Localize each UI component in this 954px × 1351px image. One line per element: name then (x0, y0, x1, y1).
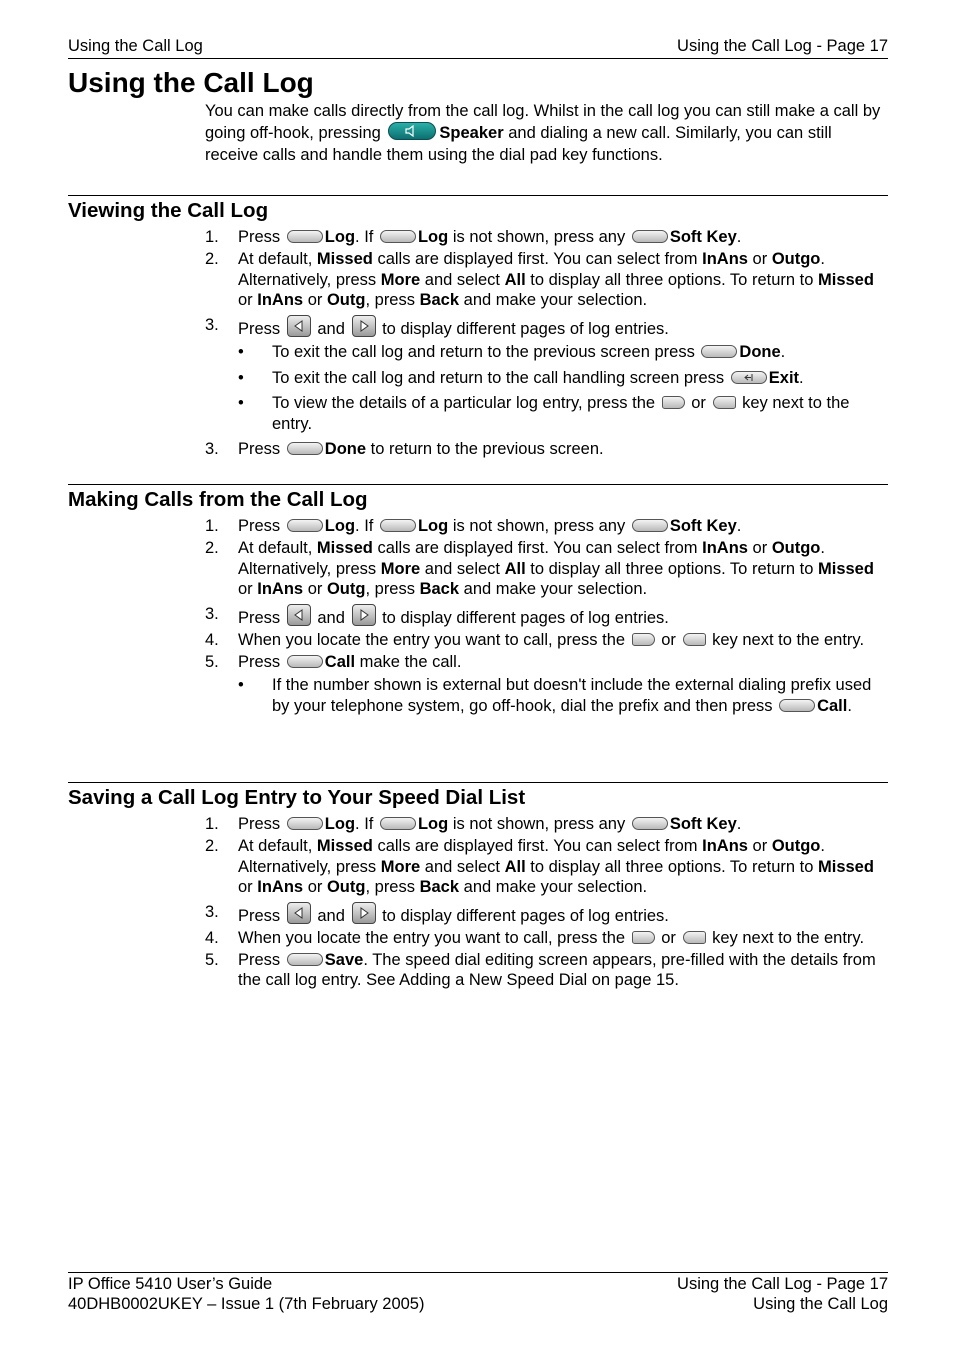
list-item: 3. Press Done to return to the previous screen. (205, 440, 604, 458)
soft-key-icon (701, 345, 737, 358)
footer-right-1: Using the Call Log - Page 17 (677, 1275, 888, 1293)
list-item: 2. At default, Missed calls are displayed first. You can select from InAns or Outgo. Alternatively, press More and select All to display all three options. To return to Missed or InAns or Outg, press Back and make your selection. (205, 250, 874, 309)
footer-left-1: IP Office 5410 User’s Guide (68, 1275, 273, 1293)
list-item: 4. When you locate the entry you want to call, press the or key next to the entry. (205, 630, 865, 649)
bullet-list (238, 675, 888, 716)
page-header (68, 36, 888, 59)
section-making (68, 484, 888, 721)
soft-key-icon (287, 655, 323, 668)
list-item: • To exit the call log and return to the call handling screen press Exit. (238, 368, 804, 387)
list-item: 1. Press Log. If Log is not shown, press any Soft Key. (205, 228, 742, 246)
list-item: 3. Press and to display different pages of log entries. • To exit the call log and return to the previous screen press Done. • To exit the call log and return to the call handling screen press Exit. • To view the details of a particular log entry, press the or key next to the entry. (68, 315, 888, 435)
right-display-key-icon (713, 396, 736, 409)
list-item: 1. Press Log. If Log is not shown, press any Soft Key. (205, 517, 742, 535)
right-display-key-icon (683, 633, 706, 646)
right-arrow-key-icon (352, 604, 376, 626)
speaker-icon (388, 122, 436, 140)
list-item: • To exit the call log and return to the previous screen press Done. (238, 343, 786, 361)
section-saving (68, 782, 888, 992)
soft-key-icon (779, 699, 815, 712)
soft-key-icon (632, 230, 668, 243)
exit-key-icon (731, 371, 767, 384)
list-item: 4. When you locate the entry you want to call, press the or key next to the entry. (205, 928, 865, 947)
soft-key-icon (287, 953, 323, 966)
right-arrow-key-icon (352, 902, 376, 924)
steps-list (68, 814, 888, 991)
left-display-key-icon (632, 633, 655, 646)
list-item: 3. Press and to display different pages of log entries. (205, 902, 669, 925)
section-viewing (68, 195, 888, 461)
intro-paragraph: You can make calls directly from the call log. Whilst in the call log you can still make a call by going off-hook, pressing Speaker and dialing a new call. Similarly, you can still receive calls and handle them using the dial pad key functions. (205, 102, 881, 164)
page-footer (68, 1272, 888, 1314)
section-heading: Viewing the Call Log (68, 199, 269, 222)
steps-list (68, 516, 888, 716)
soft-key-icon (287, 817, 323, 830)
left-display-key-icon (632, 931, 655, 944)
soft-key-icon (287, 519, 323, 532)
section-heading: Saving a Call Log Entry to Your Speed Dial List (68, 786, 526, 809)
left-arrow-key-icon (287, 315, 311, 337)
left-arrow-key-icon (287, 902, 311, 924)
soft-key-icon (632, 817, 668, 830)
section-heading: Making Calls from the Call Log (68, 488, 368, 511)
left-arrow-key-icon (287, 604, 311, 626)
soft-key-icon (632, 519, 668, 532)
list-item: • If the number shown is external but doesn't include the external dialing prefix used by your telephone system, go off-hook, dial the prefix and then press Call. (238, 676, 872, 715)
list-item: 3. Press and to display different pages of log entries. (205, 604, 669, 627)
left-display-key-icon (662, 396, 685, 409)
list-item: 2. At default, Missed calls are displayed first. You can select from InAns or Outgo. Alternatively, press More and select All to display all three options. To return to Missed or InAns or Outg, press Back and make your selection. (205, 837, 874, 896)
soft-key-icon (380, 230, 416, 243)
list-item: 5. Press Call make the call. • If the number shown is external but doesn't include the external dialing prefix used by your telephone system, go off-hook, dial the prefix and then press Call. (68, 652, 888, 717)
list-item: • To view the details of a particular log entry, press the or key next to the entry. (238, 394, 850, 433)
soft-key-icon (380, 817, 416, 830)
soft-key-icon (287, 442, 323, 455)
list-item: 5. Press Save. The speed dial editing screen appears, pre-filled with the details from the call log entry. See Adding a New Speed Dial on page 15. (205, 950, 876, 989)
steps-list (68, 227, 888, 460)
soft-key-icon (287, 230, 323, 243)
bullet-list (238, 342, 888, 434)
footer-right-2: Using the Call Log (753, 1295, 888, 1313)
soft-key-icon (380, 519, 416, 532)
header-left: Using the Call Log (68, 37, 203, 55)
list-item: 1. Press Log. If Log is not shown, press any Soft Key. (205, 815, 742, 833)
right-arrow-key-icon (352, 315, 376, 337)
list-item: 2. At default, Missed calls are displayed first. You can select from InAns or Outgo. Alternatively, press More and select All to display all three options. To return to Missed or InAns or Outg, press Back and make your selection. (205, 539, 874, 598)
right-display-key-icon (683, 931, 706, 944)
header-right: Using the Call Log - Page 17 (677, 37, 888, 55)
page-title: Using the Call Log (68, 67, 314, 98)
footer-left-2: 40DHB0002UKEY – Issue 1 (7th February 2005) (68, 1295, 425, 1313)
